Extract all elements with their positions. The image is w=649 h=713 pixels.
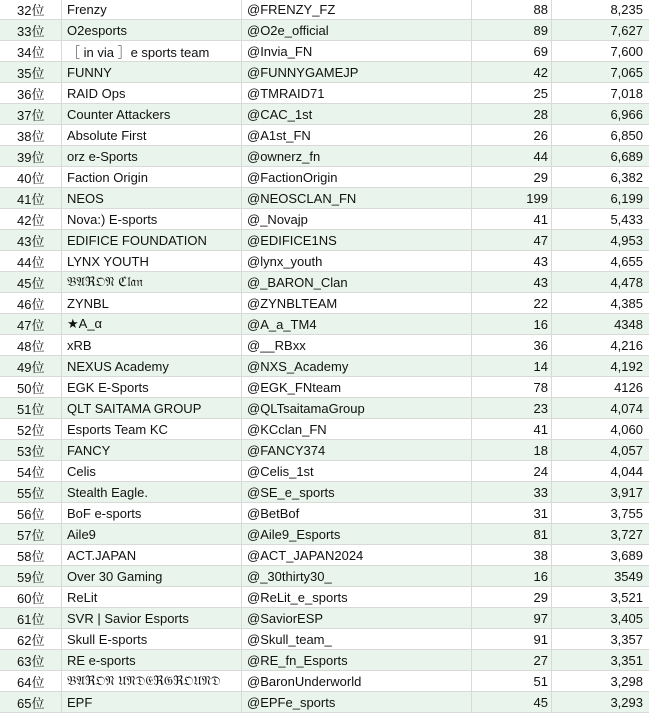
count-cell[interactable]: 38 bbox=[472, 545, 552, 565]
score-cell[interactable]: 3549 bbox=[614, 568, 643, 584]
count-cell[interactable]: 51 bbox=[472, 671, 552, 691]
rank-cell[interactable]: 63位 bbox=[0, 650, 62, 670]
rank-cell[interactable]: 44位 bbox=[0, 251, 62, 271]
rank-cell[interactable]: 50位 bbox=[0, 377, 62, 397]
team-name-cell[interactable]: ACT.JAPAN bbox=[62, 545, 242, 565]
table-row[interactable] bbox=[0, 125, 649, 146]
team-name-cell[interactable]: Nova:) E-sports bbox=[62, 209, 242, 229]
score-cell[interactable]: 3,351 bbox=[610, 652, 643, 668]
table-row[interactable] bbox=[0, 566, 649, 587]
count-cell[interactable]: 31 bbox=[472, 503, 552, 523]
rank-cell[interactable]: 55位 bbox=[0, 482, 62, 502]
handle-cell[interactable]: @ACT_JAPAN2024 bbox=[242, 545, 472, 565]
table-row[interactable] bbox=[0, 398, 649, 419]
table-row[interactable] bbox=[0, 188, 649, 209]
rank-cell[interactable]: 47位 bbox=[0, 314, 62, 334]
score-cell[interactable]: 7,600 bbox=[610, 43, 643, 59]
count-cell[interactable]: 89 bbox=[472, 20, 552, 40]
handle-cell[interactable]: @_Novajp bbox=[242, 209, 472, 229]
rank-cell[interactable]: 62位 bbox=[0, 629, 62, 649]
handle-cell[interactable]: @SaviorESP bbox=[242, 608, 472, 628]
count-cell[interactable]: 29 bbox=[472, 167, 552, 187]
score-cell[interactable]: 4126 bbox=[614, 379, 643, 395]
rank-cell[interactable]: 43位 bbox=[0, 230, 62, 250]
rank-cell[interactable]: 52位 bbox=[0, 419, 62, 439]
score-cell[interactable]: 4,060 bbox=[610, 421, 643, 437]
rank-cell[interactable]: 49位 bbox=[0, 356, 62, 376]
team-name-cell[interactable]: QLT SAITAMA GROUP bbox=[62, 398, 242, 418]
handle-cell[interactable]: @ownerz_fn bbox=[242, 146, 472, 166]
score-cell[interactable]: 3,298 bbox=[610, 673, 643, 689]
rank-cell[interactable]: 48位 bbox=[0, 335, 62, 355]
handle-cell[interactable]: @BetBof bbox=[242, 503, 472, 523]
team-name-cell[interactable]: xRB bbox=[62, 335, 242, 355]
team-name-cell[interactable]: FANCY bbox=[62, 440, 242, 460]
count-cell[interactable]: 28 bbox=[472, 104, 552, 124]
table-row[interactable] bbox=[0, 293, 649, 314]
rank-cell[interactable]: 34位 bbox=[0, 41, 62, 61]
table-row[interactable] bbox=[0, 482, 649, 503]
rank-cell[interactable]: 39位 bbox=[0, 146, 62, 166]
table-row[interactable] bbox=[0, 524, 649, 545]
table-row[interactable] bbox=[0, 41, 649, 62]
rank-cell[interactable]: 33位 bbox=[0, 20, 62, 40]
table-row[interactable] bbox=[0, 440, 649, 461]
score-cell[interactable]: 4,057 bbox=[610, 442, 643, 458]
table-row[interactable] bbox=[0, 629, 649, 650]
count-cell[interactable]: 16 bbox=[472, 566, 552, 586]
handle-cell[interactable]: @TMRAID71 bbox=[242, 83, 472, 103]
handle-cell[interactable]: @KCclan_FN bbox=[242, 419, 472, 439]
count-cell[interactable]: 42 bbox=[472, 62, 552, 82]
team-name-cell[interactable]: EPF bbox=[62, 692, 242, 712]
table-row[interactable] bbox=[0, 671, 649, 692]
table-row[interactable] bbox=[0, 251, 649, 272]
table-row[interactable] bbox=[0, 545, 649, 566]
rank-cell[interactable]: 64位 bbox=[0, 671, 62, 691]
team-name-cell[interactable]: ［ in via ］e sports team bbox=[62, 41, 242, 61]
count-cell[interactable]: 14 bbox=[472, 356, 552, 376]
team-name-cell[interactable]: Counter Attackers bbox=[62, 104, 242, 124]
score-cell[interactable]: 4,385 bbox=[610, 295, 643, 311]
table-row[interactable] bbox=[0, 419, 649, 440]
team-name-cell[interactable]: O2esports bbox=[62, 20, 242, 40]
rank-cell[interactable]: 60位 bbox=[0, 587, 62, 607]
score-cell[interactable]: 4,655 bbox=[610, 253, 643, 269]
score-cell[interactable]: 3,689 bbox=[610, 547, 643, 563]
count-cell[interactable]: 44 bbox=[472, 146, 552, 166]
rank-cell[interactable]: 36位 bbox=[0, 83, 62, 103]
score-cell[interactable]: 8,235 bbox=[610, 1, 643, 17]
score-cell[interactable]: 3,727 bbox=[610, 526, 643, 542]
table-row[interactable] bbox=[0, 146, 649, 167]
team-name-cell[interactable]: Skull E-sports bbox=[62, 629, 242, 649]
count-cell[interactable]: 78 bbox=[472, 377, 552, 397]
score-cell[interactable]: 5,433 bbox=[610, 211, 643, 227]
count-cell[interactable]: 45 bbox=[472, 692, 552, 712]
count-cell[interactable]: 43 bbox=[472, 272, 552, 292]
table-row[interactable] bbox=[0, 230, 649, 251]
table-row[interactable] bbox=[0, 503, 649, 524]
handle-cell[interactable]: @lynx_youth bbox=[242, 251, 472, 271]
score-cell[interactable]: 4,216 bbox=[610, 337, 643, 353]
handle-cell[interactable]: @NEOSCLAN_FN bbox=[242, 188, 472, 208]
handle-cell[interactable]: @EDIFICE1NS bbox=[242, 230, 472, 250]
handle-cell[interactable]: @NXS_Academy bbox=[242, 356, 472, 376]
table-row[interactable] bbox=[0, 608, 649, 629]
count-cell[interactable]: 25 bbox=[472, 83, 552, 103]
table-row[interactable] bbox=[0, 20, 649, 41]
team-name-cell[interactable]: FUNNY bbox=[62, 62, 242, 82]
count-cell[interactable]: 18 bbox=[472, 440, 552, 460]
count-cell[interactable]: 16 bbox=[472, 314, 552, 334]
score-cell[interactable]: 7,627 bbox=[610, 22, 643, 38]
count-cell[interactable]: 81 bbox=[472, 524, 552, 544]
handle-cell[interactable]: @FUNNYGAMEJP bbox=[242, 62, 472, 82]
table-row[interactable] bbox=[0, 209, 649, 230]
count-cell[interactable]: 199 bbox=[472, 188, 552, 208]
team-name-cell[interactable]: EDIFICE FOUNDATION bbox=[62, 230, 242, 250]
count-cell[interactable]: 91 bbox=[472, 629, 552, 649]
table-row[interactable] bbox=[0, 62, 649, 83]
rank-cell[interactable]: 42位 bbox=[0, 209, 62, 229]
rank-cell[interactable]: 57位 bbox=[0, 524, 62, 544]
score-cell[interactable]: 4,192 bbox=[610, 358, 643, 374]
count-cell[interactable]: 88 bbox=[472, 0, 552, 19]
count-cell[interactable]: 36 bbox=[472, 335, 552, 355]
rank-cell[interactable]: 41位 bbox=[0, 188, 62, 208]
rank-cell[interactable]: 38位 bbox=[0, 125, 62, 145]
rank-cell[interactable]: 46位 bbox=[0, 293, 62, 313]
handle-cell[interactable]: @O2e_official bbox=[242, 20, 472, 40]
team-name-cell[interactable]: orz e-Sports bbox=[62, 146, 242, 166]
handle-cell[interactable]: @CAC_1st bbox=[242, 104, 472, 124]
handle-cell[interactable]: @__RBxx bbox=[242, 335, 472, 355]
team-name-cell[interactable]: 𝔅𝔄ℜ𝔒𝔑 ℭ𝔩𝔞𝔫 bbox=[62, 272, 242, 292]
score-cell[interactable]: 3,917 bbox=[610, 484, 643, 500]
team-name-cell[interactable]: Esports Team KC bbox=[62, 419, 242, 439]
table-row[interactable] bbox=[0, 0, 649, 20]
team-name-cell[interactable]: Absolute First bbox=[62, 125, 242, 145]
rank-cell[interactable]: 58位 bbox=[0, 545, 62, 565]
handle-cell[interactable]: @FactionOrigin bbox=[242, 167, 472, 187]
team-name-cell[interactable]: BoF e-sports bbox=[62, 503, 242, 523]
count-cell[interactable]: 41 bbox=[472, 419, 552, 439]
handle-cell[interactable]: @EPFe_sports bbox=[242, 692, 472, 712]
score-cell[interactable]: 3,293 bbox=[610, 694, 643, 710]
score-cell[interactable]: 6,689 bbox=[610, 148, 643, 164]
score-cell[interactable]: 3,755 bbox=[610, 505, 643, 521]
rank-cell[interactable]: 45位 bbox=[0, 272, 62, 292]
team-name-cell[interactable]: Aile9 bbox=[62, 524, 242, 544]
handle-cell[interactable]: @FRENZY_FZ bbox=[242, 0, 472, 19]
team-name-cell[interactable]: 𝔅𝔄ℜ𝔒𝔑 𝔘𝔑𝔇𝔈ℜ𝔊ℜ𝔒𝔘𝔑𝔇 bbox=[62, 671, 242, 691]
handle-cell[interactable]: @SE_e_sports bbox=[242, 482, 472, 502]
count-cell[interactable]: 23 bbox=[472, 398, 552, 418]
rank-cell[interactable]: 53位 bbox=[0, 440, 62, 460]
team-name-cell[interactable]: ReLit bbox=[62, 587, 242, 607]
handle-cell[interactable]: @A_a_TM4 bbox=[242, 314, 472, 334]
score-cell[interactable]: 7,018 bbox=[610, 85, 643, 101]
handle-cell[interactable]: @QLTsaitamaGroup bbox=[242, 398, 472, 418]
table-row[interactable] bbox=[0, 461, 649, 482]
score-cell[interactable]: 4,044 bbox=[610, 463, 643, 479]
handle-cell[interactable]: @EGK_FNteam bbox=[242, 377, 472, 397]
score-cell[interactable]: 6,850 bbox=[610, 127, 643, 143]
team-name-cell[interactable]: NEOS bbox=[62, 188, 242, 208]
team-name-cell[interactable]: RAID Ops bbox=[62, 83, 242, 103]
table-row[interactable] bbox=[0, 314, 649, 335]
table-row[interactable] bbox=[0, 692, 649, 713]
score-cell[interactable]: 7,065 bbox=[610, 64, 643, 80]
rank-cell[interactable]: 40位 bbox=[0, 167, 62, 187]
score-cell[interactable]: 6,199 bbox=[610, 190, 643, 206]
team-name-cell[interactable]: RE e-sports bbox=[62, 650, 242, 670]
count-cell[interactable]: 24 bbox=[472, 461, 552, 481]
table-row[interactable] bbox=[0, 356, 649, 377]
count-cell[interactable]: 97 bbox=[472, 608, 552, 628]
rank-cell[interactable]: 51位 bbox=[0, 398, 62, 418]
table-row[interactable] bbox=[0, 83, 649, 104]
score-cell[interactable]: 3,521 bbox=[610, 589, 643, 605]
count-cell[interactable]: 41 bbox=[472, 209, 552, 229]
table-row[interactable] bbox=[0, 167, 649, 188]
score-cell[interactable]: 4348 bbox=[614, 316, 643, 332]
handle-cell[interactable]: @Invia_FN bbox=[242, 41, 472, 61]
handle-cell[interactable]: @ZYNBLTEAM bbox=[242, 293, 472, 313]
handle-cell[interactable]: @_BARON_Clan bbox=[242, 272, 472, 292]
rank-cell[interactable]: 56位 bbox=[0, 503, 62, 523]
count-cell[interactable]: 47 bbox=[472, 230, 552, 250]
rank-cell[interactable]: 61位 bbox=[0, 608, 62, 628]
rank-cell[interactable]: 37位 bbox=[0, 104, 62, 124]
team-name-cell[interactable]: Stealth Eagle. bbox=[62, 482, 242, 502]
handle-cell[interactable]: @ReLit_e_sports bbox=[242, 587, 472, 607]
handle-cell[interactable]: @_30thirty30_ bbox=[242, 566, 472, 586]
count-cell[interactable]: 33 bbox=[472, 482, 552, 502]
table-row[interactable] bbox=[0, 587, 649, 608]
rank-cell[interactable]: 35位 bbox=[0, 62, 62, 82]
score-cell[interactable]: 4,953 bbox=[610, 232, 643, 248]
score-cell[interactable]: 6,382 bbox=[610, 169, 643, 185]
team-name-cell[interactable]: Frenzy bbox=[62, 0, 242, 19]
score-cell[interactable]: 4,074 bbox=[610, 400, 643, 416]
table-row[interactable] bbox=[0, 335, 649, 356]
handle-cell[interactable]: @A1st_FN bbox=[242, 125, 472, 145]
count-cell[interactable]: 29 bbox=[472, 587, 552, 607]
score-cell[interactable]: 3,357 bbox=[610, 631, 643, 647]
count-cell[interactable]: 69 bbox=[472, 41, 552, 61]
handle-cell[interactable]: @BaronUnderworld bbox=[242, 671, 472, 691]
team-name-cell[interactable]: NEXUS Academy bbox=[62, 356, 242, 376]
score-cell[interactable]: 4,478 bbox=[610, 274, 643, 290]
team-name-cell[interactable]: Faction Origin bbox=[62, 167, 242, 187]
table-row[interactable] bbox=[0, 650, 649, 671]
handle-cell[interactable]: @Celis_1st bbox=[242, 461, 472, 481]
handle-cell[interactable]: @Aile9_Esports bbox=[242, 524, 472, 544]
rank-cell[interactable]: 32位 bbox=[0, 0, 62, 19]
team-name-cell[interactable]: SVR | Savior Esports bbox=[62, 608, 242, 628]
count-cell[interactable]: 43 bbox=[472, 251, 552, 271]
rank-cell[interactable]: 54位 bbox=[0, 461, 62, 481]
team-name-cell[interactable]: ZYNBL bbox=[62, 293, 242, 313]
handle-cell[interactable]: @Skull_team_ bbox=[242, 629, 472, 649]
count-cell[interactable]: 26 bbox=[472, 125, 552, 145]
table-row[interactable] bbox=[0, 377, 649, 398]
team-name-cell[interactable]: Over 30 Gaming bbox=[62, 566, 242, 586]
count-cell[interactable]: 22 bbox=[472, 293, 552, 313]
team-name-cell[interactable]: Celis bbox=[62, 461, 242, 481]
rank-cell[interactable]: 59位 bbox=[0, 566, 62, 586]
count-cell[interactable]: 27 bbox=[472, 650, 552, 670]
score-cell[interactable]: 3,405 bbox=[610, 610, 643, 626]
table-row[interactable] bbox=[0, 272, 649, 293]
handle-cell[interactable]: @RE_fn_Esports bbox=[242, 650, 472, 670]
team-name-cell[interactable]: ★A_α bbox=[62, 314, 242, 334]
score-cell[interactable]: 6,966 bbox=[610, 106, 643, 122]
rank-cell[interactable]: 65位 bbox=[0, 692, 62, 712]
table-row[interactable] bbox=[0, 104, 649, 125]
team-name-cell[interactable]: LYNX YOUTH bbox=[62, 251, 242, 271]
team-name-cell[interactable]: EGK E-Sports bbox=[62, 377, 242, 397]
handle-cell[interactable]: @FANCY374 bbox=[242, 440, 472, 460]
